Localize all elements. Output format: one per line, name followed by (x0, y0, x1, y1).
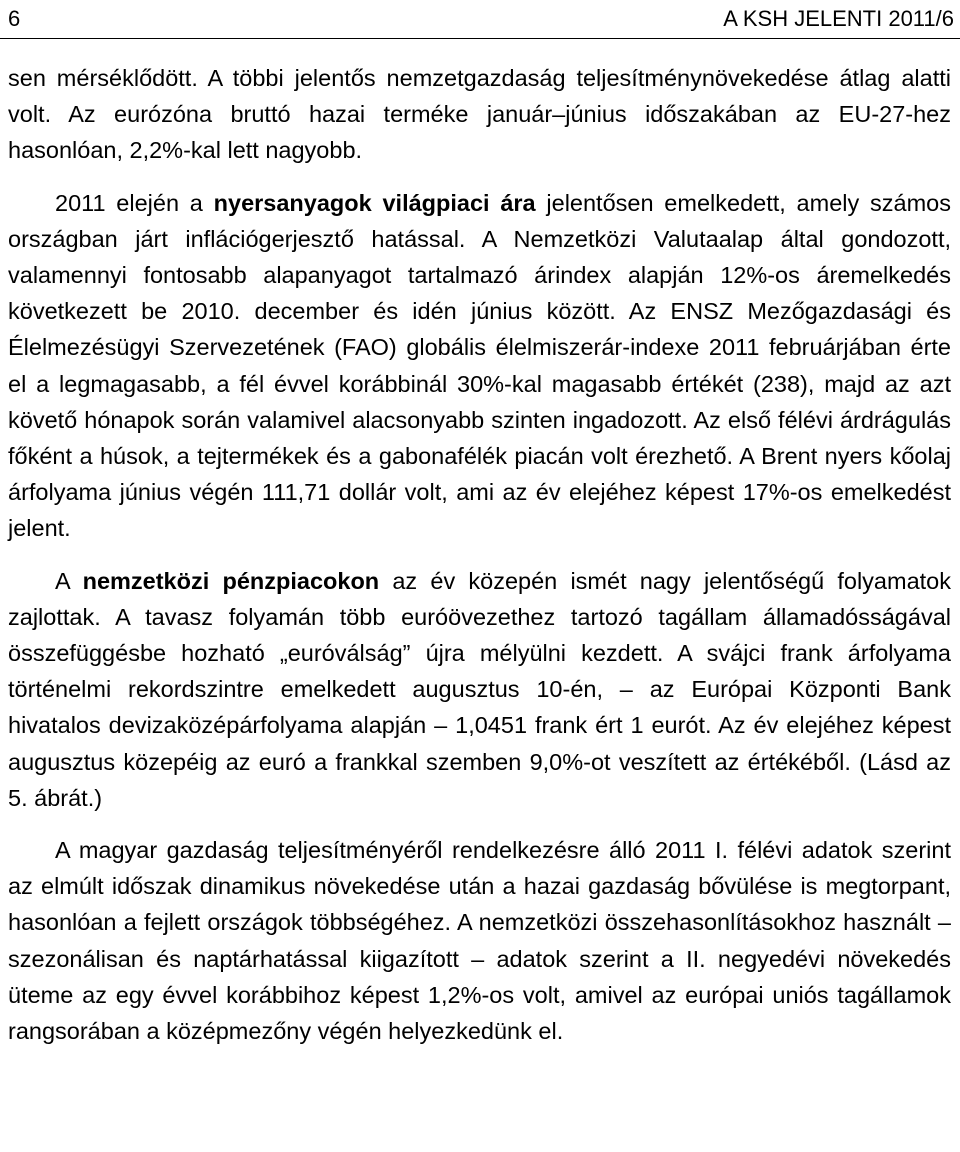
header-divider (0, 38, 960, 39)
emphasis-commodity-prices: nyersanyagok világpiaci ára (213, 189, 536, 216)
paragraph-lead: 2011 elején a (55, 189, 214, 216)
page-number: 6 (8, 6, 21, 31)
emphasis-money-markets: nemzetközi pénzpiacokon (82, 567, 380, 594)
paragraph-text: az év közepén ismét nagy jelentőségű folyamatok zajlottak. A tavasz folyamán több euróövezethez tartozó tagállam államadósságával összefüggésbe hozható „euróválság” újra mélyülni kezdett. A svájci frank árfolyama történelmi rekordszintre emelkedett augusztus 10-én, – az Európai Központi Bank hivatalos devizaközépárfolyama alapján – 1,0451 frank ért 1 eurót. Az év elejéhez képest augusztus közepéig az euró a frankkal szemben 9,0%-ot veszített az értékéből. (Lásd az 5. ábrát.) (8, 567, 951, 811)
paragraph-continuation (8, 60, 951, 169)
paragraph-money-markets (8, 563, 951, 816)
paragraph-lead: A (55, 567, 83, 594)
paragraph-text: sen mérséklődött. A többi jelentős nemzetgazdaság teljesítménynövekedése átlag alatti volt. Az eurózóna bruttó hazai terméke január–június időszakában az EU-27-hez hasonlóan, 2,2%-kal lett nagyobb. (8, 65, 951, 164)
paragraph-hungarian-economy (8, 832, 951, 1049)
paragraph-commodity-prices (8, 185, 951, 547)
report-body (8, 60, 951, 1049)
paragraph-text: A magyar gazdaság teljesítményéről rendelkezésre álló 2011 I. félévi adatok szerint az elmúlt időszak dinamikus növekedése után a hazai gazdaság bővülése is megtorpant, hasonlóan a fejlett országok többségéhez. A nemzetközi összehasonlításokhoz használt – szezonálisan és naptárhatással kiigazított – adatok szerint a II. negyedévi növekedés üteme az egy évvel korábbihoz képest 1,2%-os volt, amivel az európai uniós tagállamok rangsorában a középmezőny végén helyezkedünk el. (8, 837, 951, 1045)
publication-title: A KSH JELENTI 2011/6 (723, 6, 954, 31)
page-header (8, 2, 954, 36)
paragraph-text: jelentősen emelkedett, amely számos országban járt inflációgerjesztő hatással. A Nemzetközi Valutaalap által gondozott, valamennyi fontosabb alapanyagot tartalmazó árindex alapján 12%-os áremelkedés következett be 2010. december és idén június között. Az ENSZ Mezőgazdasági és Élelmezésügyi Szervezetének (FAO) globális élelmiszerár-indexe 2011 februárjában érte el a legmagasabb, a fél évvel korábbinál 30%-kal magasabb értékét (238), majd az azt követő hónapok során valamivel alacsonyabb szinten ingadozott. Az első félévi árdrágulás főként a húsok, a tejtermékek és a gabonafélék piacán volt érezhető. A Brent nyers kőolaj árfolyama június végén 111,71 dollár volt, ami az év elejéhez képest 17%-os emelkedést jelent. (8, 189, 951, 542)
